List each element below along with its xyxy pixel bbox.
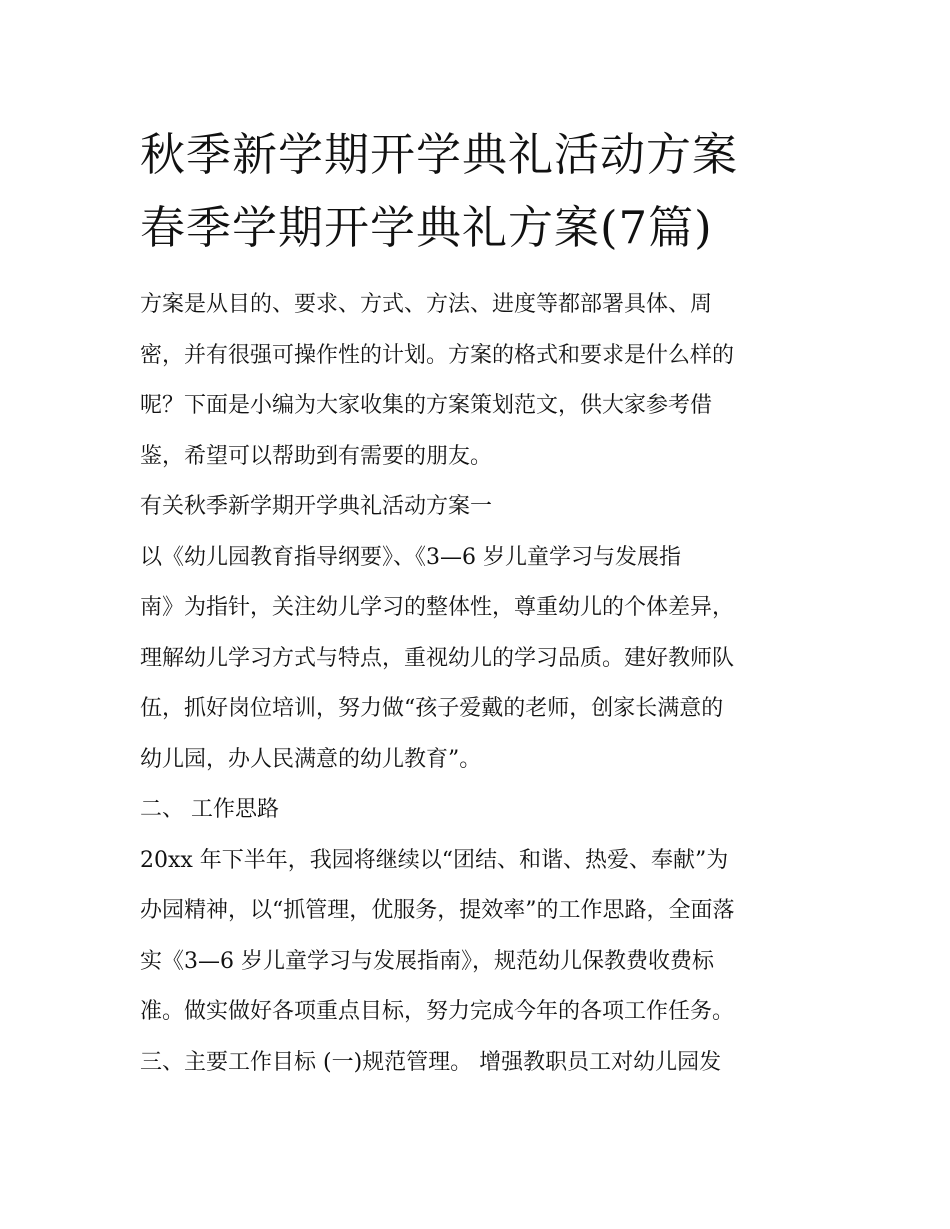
text-line: 二、 工作思路 (140, 797, 279, 822)
text-line: 三、主要工作目标 (一)规范管理。 增强教职员工对幼儿园发 (140, 1049, 722, 1075)
text-line: 有关秋季新学期开学典礼活动方案一 (140, 494, 493, 519)
text-line: 密，并有很强可操作性的计划。方案的格式和要求是什么样的 (140, 342, 735, 368)
intro-paragraph (140, 280, 822, 482)
text-line: 实《3—6 岁儿童学习与发展指南》，规范幼儿保教费收费标 (140, 948, 714, 974)
section-heading-plan-one (140, 482, 822, 533)
text-line: 20xx 年下半年，我园将继续以“团结、和谐、热爱、奉献”为 (140, 847, 729, 873)
text-line: 理解幼儿学习方式与特点，重视幼儿的学习品质。建好教师队 (140, 645, 735, 671)
title-line-2: 春季学期开学典礼方案(7篇) (140, 201, 713, 254)
section-heading-work-approach (140, 785, 822, 836)
text-line: 伍，抓好岗位培训，努力做“孩子爱戴的老师，创家长满意的 (140, 696, 724, 721)
title-line-1: 秋季新学期开学典礼活动方案 (140, 128, 739, 181)
text-line: 鉴，希望可以帮助到有需要的朋友。 (140, 443, 493, 469)
text-line: 幼儿园，办人民满意的幼儿教育”。 (140, 746, 482, 772)
text-line: 南》为指针，关注幼儿学习的整体性，尊重幼儿的个体差异， (140, 595, 735, 620)
text-line: 呢？下面是小编为大家收集的方案策划范文，供大家参考借 (140, 393, 713, 418)
document-body (140, 280, 822, 1088)
work-approach-paragraph (140, 836, 822, 1089)
text-line: 准。做实做好各项重点目标，努力完成今年的各项工作任务。 (140, 999, 735, 1024)
text-line: 方案是从目的、要求、方式、方法、进度等都部署具体、周 (140, 292, 713, 317)
text-line: 办园精神，以“抓管理，优服务，提效率”的工作思路，全面落 (140, 898, 735, 923)
text-line: 以《幼儿园教育指导纲要》、《3—6 岁儿童学习与发展指 (140, 544, 681, 570)
document-title (140, 118, 822, 264)
guiding-principles-paragraph (140, 533, 822, 786)
